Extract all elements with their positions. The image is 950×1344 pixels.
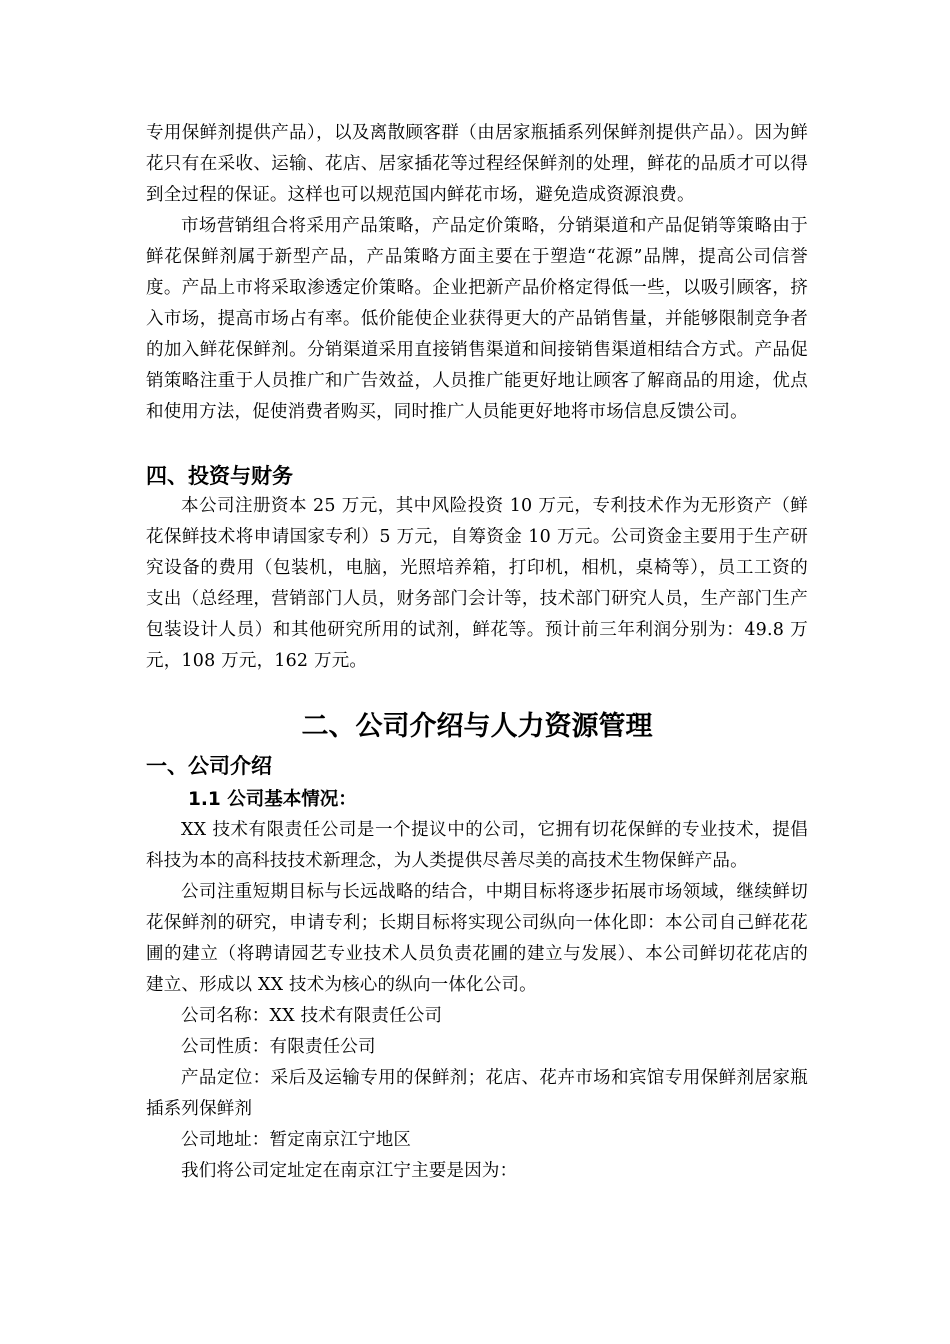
paragraph-location-reason: 我们将公司定址定在南京江宁主要是因为： [181, 1161, 518, 1181]
paragraph-customer-groups: 专用保鲜剂提供产品），以及离散顾客群（由居家瓶插系列保鲜剂提供产品）。因为鲜花只有在采收、运输、花店、居家插花等过程经保鲜剂的处理，鲜花的品质才可以得到全过程的保证。这样也可以规范国内鲜花市场，避免造成资源浪费。 [146, 123, 808, 205]
chapter-title: 二、公司介绍与人力资源管理 [301, 711, 653, 742]
paragraph-company-goals: 公司注重短期目标与长远战略的结合，中期目标将逐步拓展市场领域，继续鲜切花保鲜剂的研究，申请专利；长期目标将实现公司纵向一体化即：本公司自己鲜花花圃的建立（将聘请园艺专业技术人员负责花圃的建立与发展）、本公司鲜切花花店的建立、形成以 XX 技术为核心的纵向一体化公司。 [146, 882, 808, 995]
paragraph-product-positioning: 产品定位：采后及运输专用的保鲜剂；花店、花卉市场和宾馆专用保鲜剂居家瓶插系列保鲜剂 [146, 1068, 808, 1119]
paragraph-marketing-mix: 市场营销组合将采用产品策略，产品定价策略，分销渠道和产品促销等策略由于鲜花保鲜剂属于新型产品，产品策略方面主要在于塑造“花源”品牌，提高公司信誉度。产品上市将采取渗透定价策略。企业把新产品价格定得低一些，以吸引顾客，挤入市场，提高市场占有率。低价能使企业获得更大的产品销售量，并能够限制竞争者的加入鲜花保鲜剂。分销渠道采用直接销售渠道和间接销售渠道相结合方式。产品促销策略注重于人员推广和广告效益，人员推广能更好地让顾客了解商品的用途，优点和使用方法，促使消费者购买，同时推广人员能更好地将市场信息反馈公司。 [146, 216, 808, 422]
paragraph-company-overview: XX 技术有限责任公司是一个提议中的公司，它拥有切花保鲜的专业技术，提倡科技为本的高科技技术新理念，为人类提供尽善尽美的高技术生物保鲜产品。 [146, 820, 808, 871]
heading-basic-info: 1.1 公司基本情况： [188, 789, 357, 810]
spacer [146, 677, 808, 707]
paragraph-company-address: 公司地址：暂定南京江宁地区 [181, 1130, 412, 1150]
paragraph-company-nature: 公司性质：有限责任公司 [181, 1037, 376, 1057]
paragraph-capital: 本公司注册资本 25 万元，其中风险投资 10 万元，专利技术作为无形资产（鲜花保鲜技术将申请国家专利）5 万元，自筹资金 10 万元。公司资金主要用于生产研究设备的费用（包装机，电脑，光照培养箱，打印机，相机，桌椅等），员工工资的支出（总经理，营销部门人员，财务部门会计等，技术部门研究人员，生产部门生产包装设计人员）和其他研究所用的试剂，鲜花等。预计前三年利润分别为：49.8 万元，108 万元，162 万元。 [146, 496, 808, 671]
heading-company-intro: 一、公司介绍 [146, 754, 272, 778]
spacer [146, 428, 808, 461]
paragraph-company-name: 公司名称：XX 技术有限责任公司 [181, 1006, 443, 1026]
heading-investment-finance: 四、投资与财务 [146, 464, 293, 488]
document-body [146, 118, 808, 1187]
